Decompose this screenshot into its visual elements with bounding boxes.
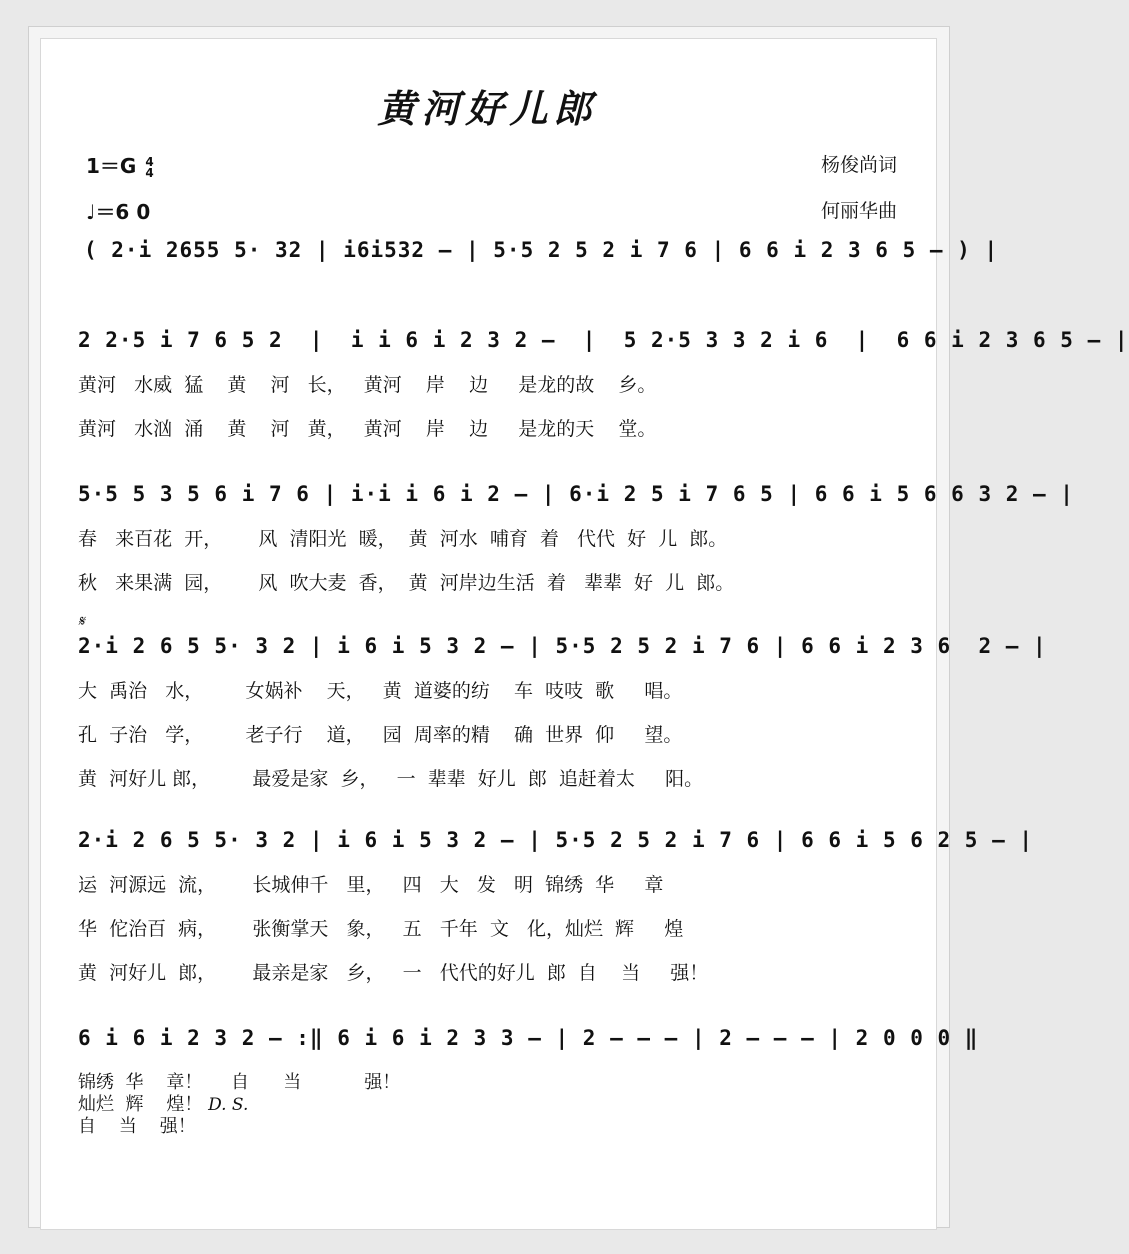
section-4-lyric-1: 运 河源远 流， 长城伸千 里， 四 大 发 明 锦绣 华 章 [78, 874, 664, 896]
section-5-lyric-2-text: 灿烂 辉 煌！ [78, 1094, 203, 1115]
tempo-marking [86, 196, 150, 225]
section-5-notation: 6 i 6 i 2 3 2 — :‖ 6 i 6 i 2 3 3 — | 2 — — — | 2 — — — | 2 0 0 0 ‖ [78, 1026, 979, 1050]
section-2-lyric-1: 春 来百花 开， 风 清阳光 暖， 黄 河水 哺育 着 代代 好 儿 郎。 [78, 528, 728, 550]
time-top: 4 [145, 154, 154, 169]
dal-segno-mark: D. S. [208, 1095, 249, 1115]
key-signature [86, 150, 154, 179]
section-5-lyric-3: 自 当 强！ [78, 1116, 196, 1137]
section-5-lyric-1: 锦绣 华 章！ 自 当 强！ [78, 1072, 401, 1093]
song-title: 黄河好儿郎 [377, 86, 598, 131]
segno-sign: 𝄋 [78, 612, 85, 630]
key-text: 1＝G [86, 154, 137, 178]
section-3-notation: 2·i 2 6 5 5· 3 2 | i 6 i 5 3 2 — | 5·5 2 5 2 i 7 6 | 6 6 i 2 3 6 2 — | [78, 634, 1047, 658]
lyricist-credit: 杨俊尚词 [820, 154, 897, 176]
tempo-value: ＝6 0 [95, 200, 151, 224]
intro-notation: ( 2·i 2655 5· 32 | i6i532 — | 5·5 2 5 2 i 7 6 | 6 6 i 2 3 6 5 — ) | [84, 238, 999, 262]
tempo-note-icon: ♩ [86, 200, 96, 224]
section-3-lyric-2: 孔 子治 学， 老子行 道， 园 周率的精 确 世界 仰 望。 [78, 724, 683, 746]
time-signature [145, 154, 154, 180]
composer-credit: 何丽华曲 [820, 200, 897, 222]
section-2-notation: 5·5 5 3 5 6 i 7 6 | i·i i 6 i 2 — | 6·i 2 5 i 7 6 5 | 6 6 i 5 6 6 3 2 — | [78, 482, 1074, 506]
section-4-lyric-2: 华 佗治百 病， 张衡掌天 象， 五 千年 文 化，灿烂 辉 煌 [78, 918, 684, 940]
section-4-lyric-3: 黄 河好儿 郎， 最亲是家 乡， 一 代代的好儿 郎 自 当 强！ [78, 962, 709, 984]
section-1-lyric-2: 黄河 水汹 涌 黄 河 黄， 黄河 岸 边 是龙的天 堂。 [78, 418, 657, 440]
section-2-lyric-2: 秋 来果满 园， 风 吹大麦 香， 黄 河岸边生活 着 辈辈 好 儿 郎。 [78, 572, 735, 594]
time-bottom: 4 [145, 165, 154, 180]
section-3-lyric-3: 黄 河好儿 郎， 最爱是家 乡， 一 辈辈 好儿 郎 追赶着太 阳。 [78, 768, 704, 790]
section-1-lyric-1: 黄河 水威 猛 黄 河 长， 黄河 岸 边 是龙的故 乡。 [78, 374, 657, 396]
section-1-notation: 2 2·5 i 7 6 5 2 | i i 6 i 2 3 2 — | 5 2·5 3 3 2 i 6 | 6 6 i 2 3 6 5 — | [78, 328, 1129, 352]
section-4-notation: 2·i 2 6 5 5· 3 2 | i 6 i 5 3 2 — | 5·5 2 5 2 i 7 6 | 6 6 i 5 6 2 5 — | [78, 828, 1034, 852]
section-3-lyric-1: 大 禹治 水， 女娲补 天， 黄 道婆的纺 车 吱吱 歌 唱。 [78, 680, 683, 702]
